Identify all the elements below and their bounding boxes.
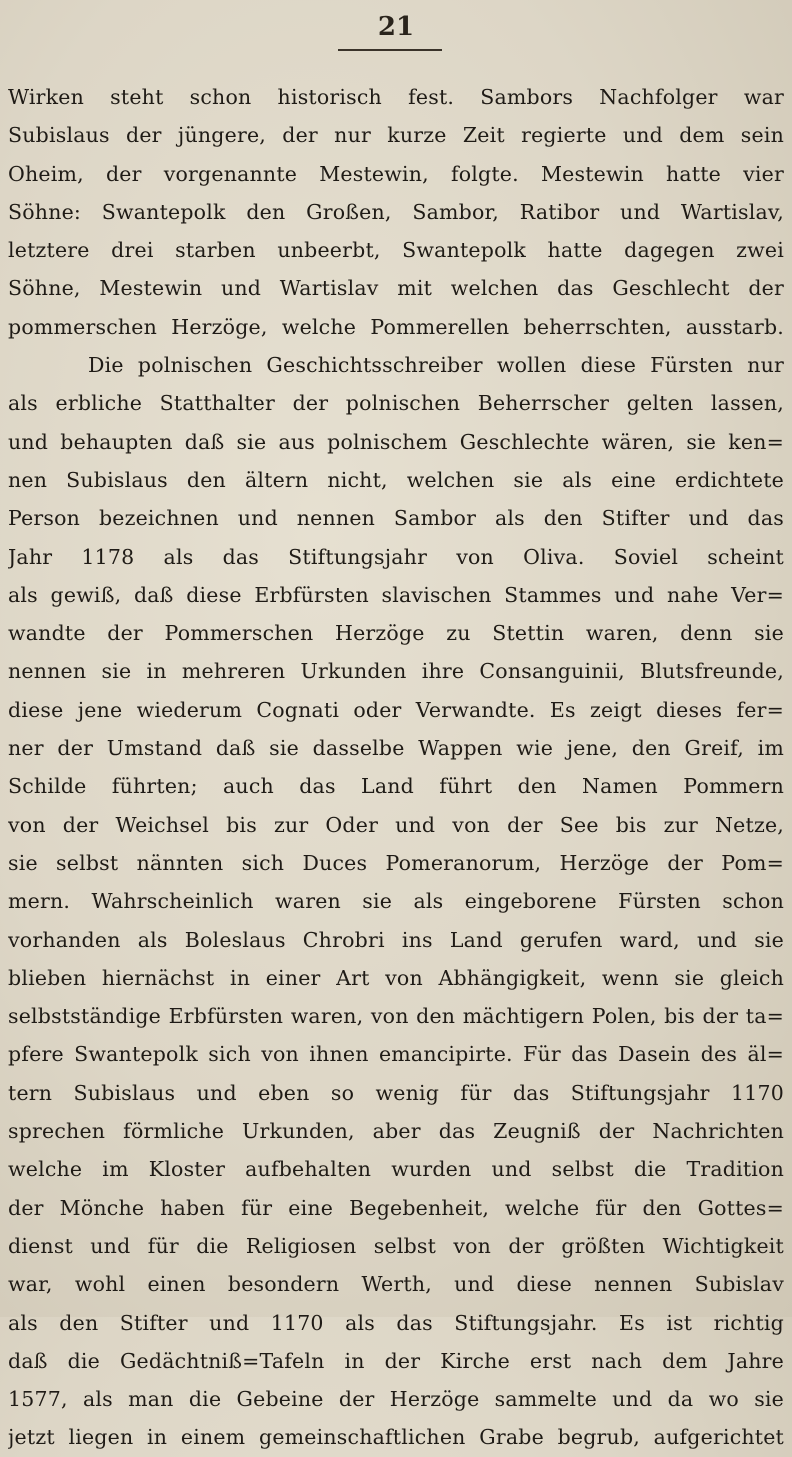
text-line: als gewiß, daß diese Erbfürsten slavischen Stammes und nahe Ver= (8, 582, 784, 607)
text-line: nennen sie in mehreren Urkunden ihre Consanguinii, Blutsfreunde, (8, 659, 784, 684)
text-line: vorhanden als Boleslaus Chrobri ins Land gerufen ward, und sie (8, 927, 784, 952)
text-line: selbstständige Erbfürsten waren, von den mächtigern Polen, bis der ta= (8, 1004, 784, 1029)
text-line: Die polnischen Geschichtsschreiber wollen diese Fürsten nur (88, 353, 784, 378)
text-line: Söhne: Swantepolk den Großen, Sambor, Ratibor und Wartislav, (8, 199, 784, 224)
text-line: nen Subislaus den ältern nicht, welchen sie als eine erdichtete (8, 467, 784, 492)
text-line: wandte der Pommerschen Herzöge zu Stettin waren, denn sie (8, 621, 784, 646)
text-line: war, wohl einen besondern Werth, und diese nennen Subislav (8, 1272, 784, 1297)
text-line: Söhne, Mestewin und Wartislav mit welchen das Geschlecht der (8, 276, 784, 301)
text-line: mern. Wahrscheinlich waren sie als eingeborene Fürsten schon (8, 889, 784, 914)
text-line: ner der Umstand daß sie dasselbe Wappen wie jene, den Greif, im (8, 736, 784, 761)
text-line: Jahr 1178 als das Stiftungsjahr von Oliva. Soviel scheint (8, 544, 784, 569)
text-line: und behaupten daß sie aus polnischem Geschlechte wären, sie ken= (8, 429, 784, 454)
body-text (8, 78, 784, 1457)
text-line: blieben hiernächst in einer Art von Abhängigkeit, wenn sie gleich (8, 965, 784, 990)
header-rule (338, 49, 442, 51)
text-line: von der Weichsel bis zur Oder und von der See bis zur Netze, (8, 812, 784, 837)
text-line: diese jene wiederum Cognati oder Verwandte. Es zeigt dieses fer= (8, 697, 784, 722)
text-line: dienst und für die Religiosen selbst von der größten Wichtigkeit (8, 1233, 784, 1258)
text-line: Subislaus der jüngere, der nur kurze Zeit regierte und dem sein (8, 123, 784, 148)
text-line: Person bezeichnen und nennen Sambor als den Stifter und das (8, 506, 784, 531)
text-line: daß die Gedächtniß=Tafeln in der Kirche erst nach dem Jahre (8, 1348, 784, 1373)
text-line: pommerschen Herzöge, welche Pommerellen beherrschten, ausstarb. (8, 314, 784, 339)
text-line: Schilde führten; auch das Land führt den Namen Pommern (8, 774, 784, 799)
text-line: Oheim, der vorgenannte Mestewin, folgte. Mestewin hatte vier (8, 161, 784, 186)
text-line: pfere Swantepolk sich von ihnen emancipirte. Für das Dasein des äl= (8, 1042, 784, 1067)
text-line: tern Subislaus und eben so wenig für das Stiftungsjahr 1170 (8, 1080, 784, 1105)
text-line: sie selbst nännten sich Duces Pomeranorum, Herzöge der Pom= (8, 850, 784, 875)
text-line: 1577, als man die Gebeine der Herzöge sammelte und da wo sie (8, 1387, 784, 1412)
page-number: 21 (377, 12, 415, 42)
text-line: jetzt liegen in einem gemeinschaftlichen Grabe begrub, aufgerichtet (8, 1425, 784, 1450)
text-line: der Mönche haben für eine Begebenheit, welche für den Gottes= (8, 1195, 784, 1220)
text-line: als den Stifter und 1170 als das Stiftungsjahr. Es ist richtig (8, 1310, 784, 1335)
text-line: als erbliche Statthalter der polnischen Beherrscher gelten lassen, (8, 391, 784, 416)
text-line: welche im Kloster aufbehalten wurden und selbst die Tradition (8, 1157, 784, 1182)
text-line: sprechen förmliche Urkunden, aber das Zeugniß der Nachrichten (8, 1119, 784, 1144)
text-line: letztere drei starben unbeerbt, Swantepolk hatte dagegen zwei (8, 238, 784, 263)
text-line: Wirken steht schon historisch fest. Sambors Nachfolger war (8, 85, 784, 109)
